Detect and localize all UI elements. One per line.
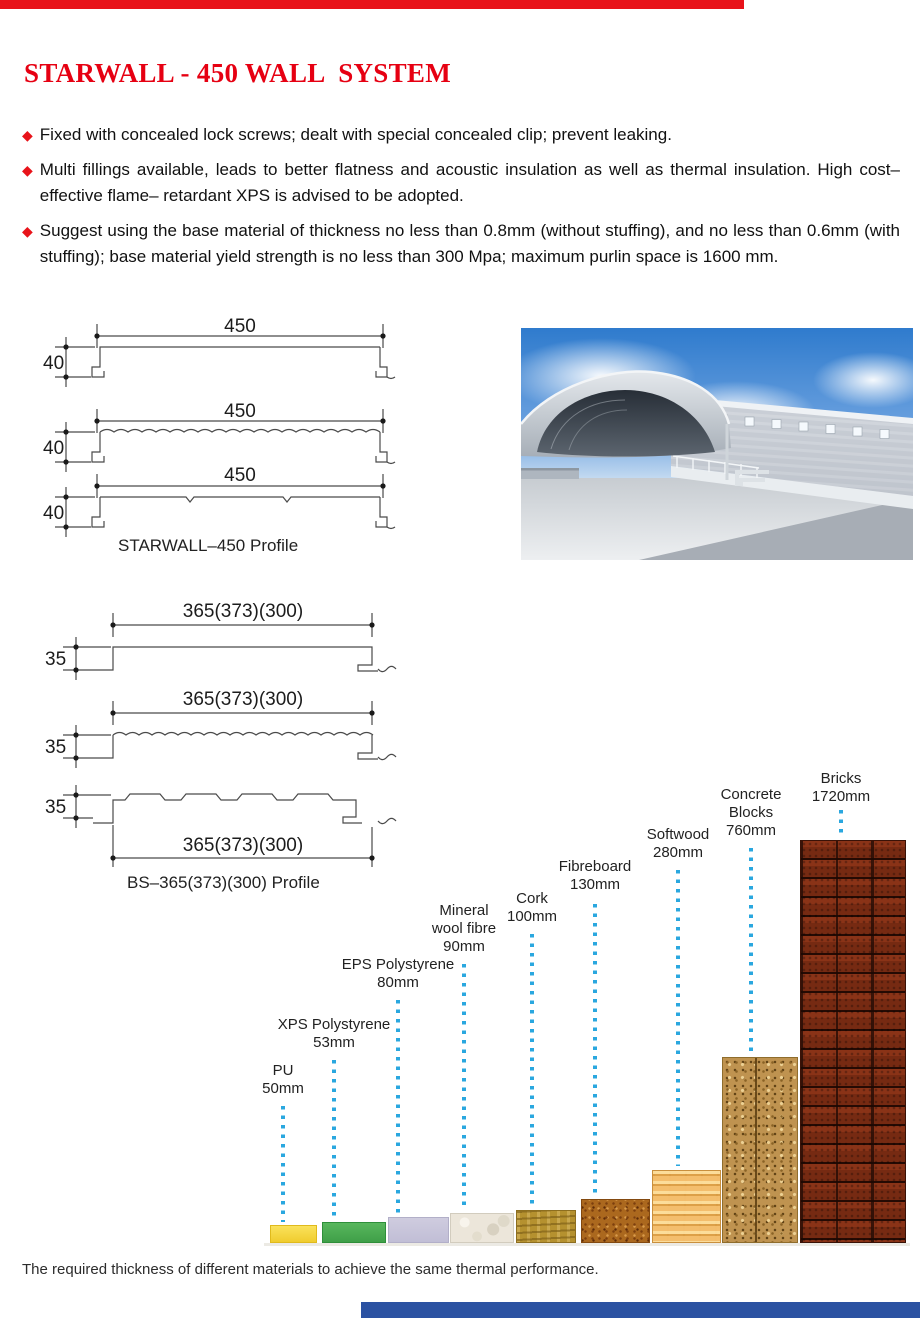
material-label-line: 130mm bbox=[569, 876, 621, 893]
svg-text:40: 40 bbox=[43, 438, 65, 459]
chart-baseline bbox=[264, 1243, 910, 1246]
svg-text:365(373)(300): 365(373)(300) bbox=[182, 835, 304, 856]
bottom-blue-bar bbox=[361, 1302, 920, 1318]
svg-text:365(373)(300): 365(373)(300) bbox=[182, 689, 304, 710]
material-label-line: 53mm bbox=[313, 1034, 355, 1051]
profile-bs-corrugated bbox=[45, 689, 396, 768]
material-label-line: wool fibre bbox=[431, 920, 497, 937]
material-bar-conc bbox=[722, 1057, 798, 1243]
material-label-line: 760mm bbox=[725, 822, 777, 839]
starwall-450-profile-drawing bbox=[15, 310, 515, 570]
leader-dots-eps bbox=[396, 1000, 400, 1214]
profile-450-flat bbox=[43, 316, 395, 387]
material-label-brick bbox=[766, 770, 916, 806]
svg-text:35: 35 bbox=[45, 737, 67, 758]
material-label-fib bbox=[520, 858, 670, 894]
material-bar-pu bbox=[270, 1225, 317, 1243]
material-label-line: 1720mm bbox=[811, 788, 871, 805]
profile-bs-ribbed bbox=[45, 785, 396, 867]
leader-dots-xps bbox=[332, 1060, 336, 1218]
bullet-text: Fixed with concealed lock screws; dealt with special concealed clip; prevent leaking. bbox=[39, 125, 672, 144]
material-label-line: 280mm bbox=[652, 844, 704, 861]
material-bar-fib bbox=[581, 1199, 650, 1243]
svg-text:35: 35 bbox=[45, 797, 67, 818]
chart-caption: The required thickness of different materials to achieve the same thermal performance. bbox=[22, 1261, 599, 1278]
bullet-text: Multi fillings available, leads to better flatness and acoustic insulation as well as thermal insulation. High cost–effective flame– retardant XPS is advised to be adopted. bbox=[39, 160, 900, 205]
material-label-line: 80mm bbox=[377, 974, 419, 991]
bs-365-profile-drawing bbox=[15, 595, 515, 895]
bullet-item bbox=[22, 157, 900, 209]
material-label-line: Concrete bbox=[720, 786, 782, 803]
material-label-line: Softwood bbox=[646, 826, 710, 843]
svg-text:40: 40 bbox=[43, 353, 65, 374]
profile-bs-flat bbox=[45, 601, 396, 680]
material-label-line: 90mm bbox=[443, 938, 485, 955]
material-label-pu bbox=[208, 1062, 358, 1098]
leader-dots-soft bbox=[676, 870, 680, 1166]
profile-450-notched bbox=[43, 465, 395, 537]
leader-dots-mw bbox=[462, 964, 466, 1209]
material-label-line: 100mm bbox=[506, 908, 558, 925]
material-bar-mw bbox=[450, 1213, 514, 1243]
building-photo bbox=[521, 328, 913, 560]
bullet-list bbox=[22, 122, 900, 279]
profile-bs-caption: BS–365(373)(300) Profile bbox=[127, 873, 320, 892]
leader-dots-fib bbox=[593, 904, 597, 1195]
svg-text:450: 450 bbox=[224, 465, 256, 486]
material-bar-eps bbox=[388, 1217, 449, 1243]
material-bar-xps bbox=[322, 1222, 386, 1243]
svg-text:450: 450 bbox=[224, 316, 256, 337]
bullet-item bbox=[22, 122, 900, 148]
material-label-conc bbox=[676, 786, 826, 840]
material-label-line: XPS Polystyrene bbox=[277, 1016, 391, 1033]
leader-dots-pu bbox=[281, 1106, 285, 1222]
material-label-line: PU bbox=[272, 1062, 294, 1079]
page-title: STARWALL - 450 WALL SYSTEM bbox=[24, 58, 452, 88]
svg-text:365(373)(300): 365(373)(300) bbox=[182, 601, 304, 622]
bullet-item bbox=[22, 218, 900, 270]
material-label-mw bbox=[389, 902, 539, 956]
svg-text:450: 450 bbox=[224, 401, 256, 422]
material-label-line: Mineral bbox=[439, 902, 489, 919]
building-photo-art bbox=[521, 328, 913, 560]
leader-dots-brick bbox=[839, 810, 843, 837]
top-red-bar bbox=[0, 0, 744, 9]
bullet-text: Suggest using the base material of thickness no less than 0.8mm (without stuffing), and no less than 0.6mm (with stuffing); base material yield strength is no less than 300 Mpa; maximum purlin space is 1600 mm. bbox=[39, 221, 900, 266]
material-label-xps bbox=[259, 1016, 409, 1052]
diamond-bullet-icon: ◆ bbox=[22, 162, 33, 178]
material-bar-cork bbox=[516, 1210, 576, 1243]
material-label-line: Fibreboard bbox=[558, 858, 632, 875]
material-label-line: 50mm bbox=[262, 1080, 304, 1097]
material-bar-brick bbox=[800, 840, 906, 1243]
material-label-line: Bricks bbox=[820, 770, 862, 787]
material-label-line: EPS Polystyrene bbox=[341, 956, 455, 973]
leader-dots-cork bbox=[530, 934, 534, 1206]
material-bar-soft bbox=[652, 1170, 721, 1243]
material-label-line: Cork bbox=[516, 890, 548, 907]
profile-450-caption: STARWALL–450 Profile bbox=[118, 536, 299, 555]
material-label-soft bbox=[603, 826, 753, 862]
leader-dots-conc bbox=[749, 848, 753, 1052]
material-label-line: Blocks bbox=[728, 804, 774, 821]
profile-450-corrugated bbox=[43, 401, 395, 472]
diamond-bullet-icon: ◆ bbox=[22, 223, 33, 239]
diamond-bullet-icon: ◆ bbox=[22, 127, 33, 143]
svg-text:40: 40 bbox=[43, 503, 65, 524]
material-label-eps bbox=[323, 956, 473, 992]
material-label-cork bbox=[457, 890, 607, 926]
svg-text:35: 35 bbox=[45, 649, 67, 670]
